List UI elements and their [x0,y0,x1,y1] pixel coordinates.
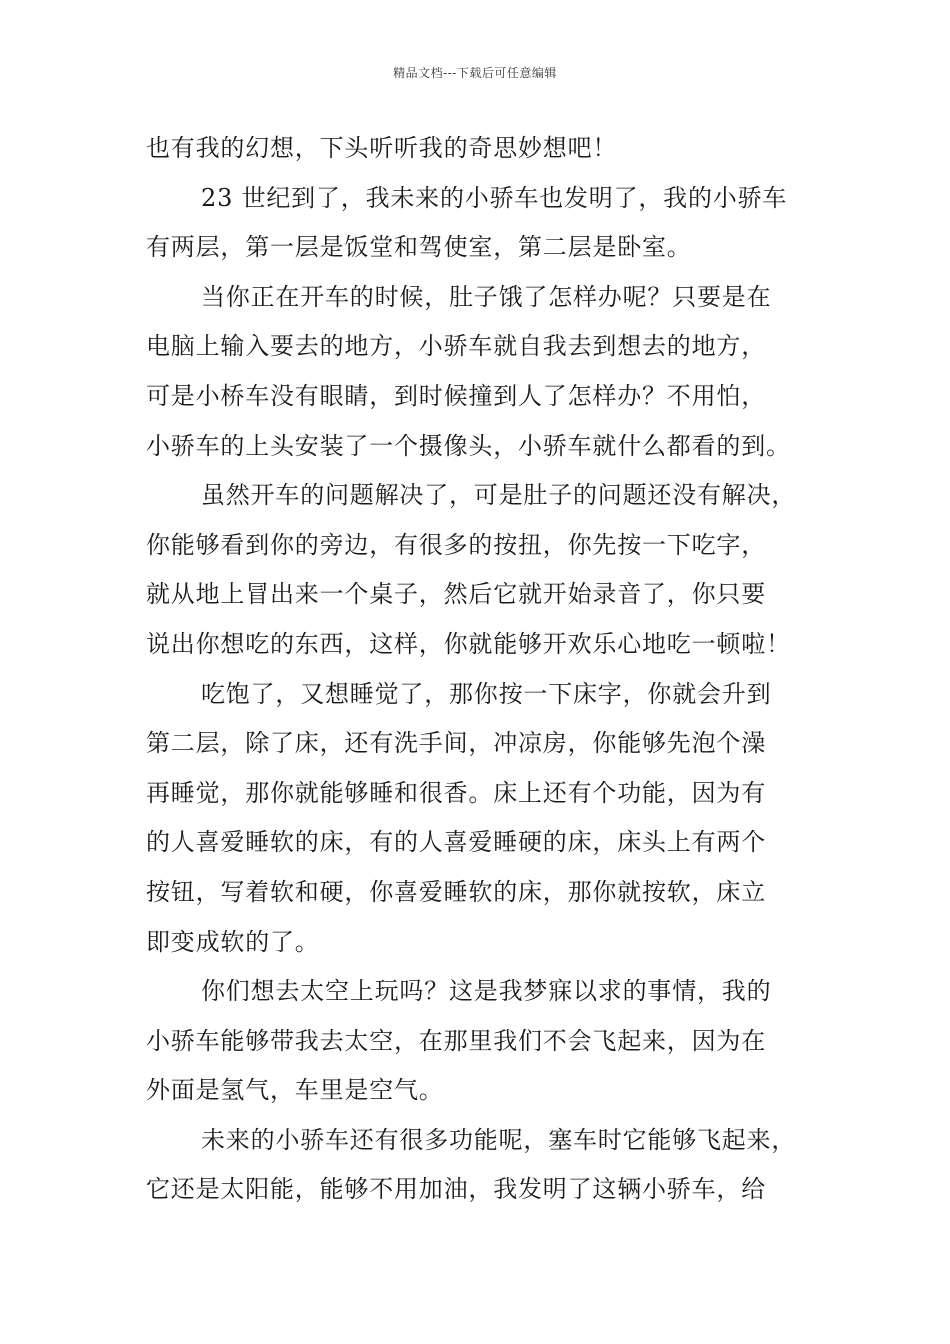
text-line: 第二层，除了床，还有洗手间，冲凉房，你能够先泡个澡 [146,729,766,758]
text-line: 23 世纪到了，我未来的小骄车也发明了，我的小骄车 [201,183,788,212]
text-line: 你能够看到你的旁边，有很多的按扭，你先按一下吃字， [146,530,766,559]
body-text [146,124,806,1215]
text-line: 就从地上冒出来一个桌子，然后它就开始录音了，你只要 [146,580,766,609]
text-line: 说出你想吃的东西，这样，你就能够开欢乐心地吃一顿啦！ [146,629,791,658]
text-line: 再睡觉，那你就能够睡和很香。床上还有个功能，因为有 [146,778,766,807]
text-line: 小骄车能够带我去太空，在那里我们不会飞起来，因为在 [146,1026,766,1055]
text-line: 即变成软的了。 [146,927,320,956]
text-line: 它还是太阳能，能够不用加油，我发明了这辆小骄车，给 [146,1175,766,1204]
text-line: 你们想去太空上玩吗？这是我梦寐以求的事情，我的 [201,977,772,1006]
text-line: 当你正在开车的时候，肚子饿了怎样办呢？只要是在 [201,282,772,311]
text-line: 可是小桥车没有眼睛，到时候撞到人了怎样办？不用怕， [146,381,766,410]
text-line: 小骄车的上头安装了一个摄像头，小骄车就什么都看的到。 [146,431,791,460]
text-line: 吃饱了，又想睡觉了，那你按一下床字，你就会升到 [201,679,772,708]
page-header: 精品文档---下载后可任意编辑 [393,66,557,80]
text-line: 外面是氢气，车里是空气。 [146,1076,444,1105]
text-line: 的人喜爱睡软的床，有的人喜爱睡硬的床，床头上有两个 [146,828,766,857]
text-line: 也有我的幻想，下头听听我的奇思妙想吧！ [146,134,618,162]
text-line: 未来的小骄车还有很多功能呢，塞车时它能够飞起来， [201,1125,797,1154]
text-line: 虽然开车的问题解决了，可是肚子的问题还没有解决， [201,481,797,510]
text-line: 有两层，第一层是饭堂和驾使室，第二层是卧室。 [146,233,692,262]
text-line: 电脑上输入要去的地方，小骄车就自我去到想去的地方， [146,332,766,361]
text-line: 按钮，写着软和硬，你喜爱睡软的床，那你就按软，床立 [146,877,766,906]
